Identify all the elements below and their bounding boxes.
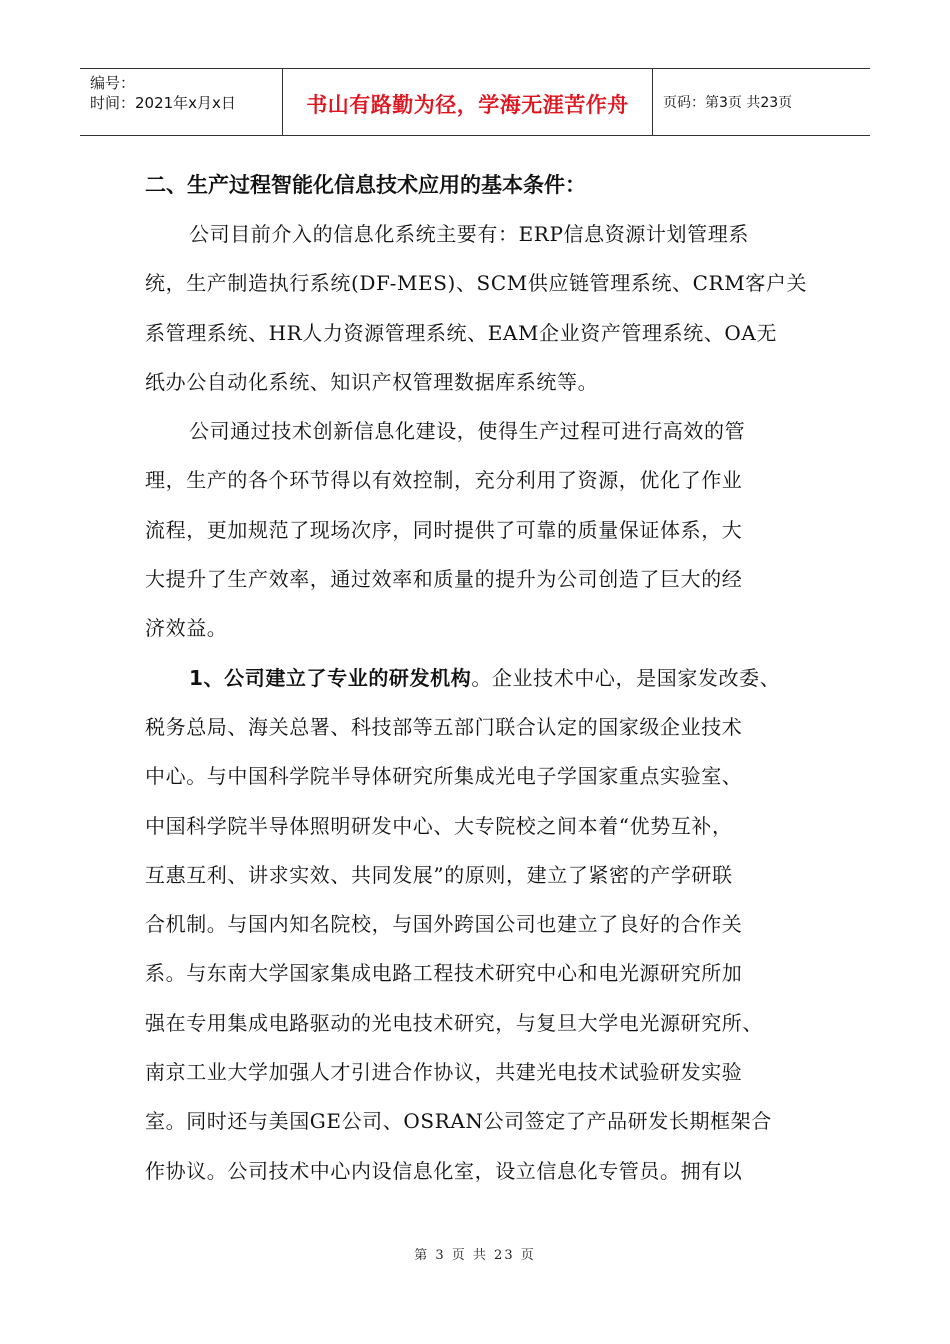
header-meta-cell: [80, 69, 283, 135]
paragraph-line: 系管理系统、HR人力资源管理系统、EAM企业资产管理系统、OA无: [145, 320, 778, 345]
document-body: [145, 160, 815, 1196]
paragraph-line: 流程，更加规范了现场次序，同时提供了可靠的质量保证体系，大: [145, 517, 743, 542]
paragraph-line: 大提升了生产效率，通过效率和质量的提升为公司创造了巨大的经: [145, 567, 743, 592]
paragraph-lead: 1、公司建立了专业的研发机构: [189, 665, 472, 690]
paragraph-line: 互惠互利、讲求实效、共同发展”的原则，建立了紧密的产学研联: [145, 862, 733, 887]
header-motto: 书山有路勤为径，学海无涯苦作舟: [306, 93, 629, 117]
paragraph-lead-rest: 。企业技术中心，是国家发改委、: [471, 665, 781, 690]
paragraph-line: 中国科学院半导体照明研发中心、大专院校之间本着“优势互补，: [145, 813, 733, 838]
paragraph-line: 理，生产的各个环节得以有效控制，充分利用了资源，优化了作业: [145, 468, 743, 493]
paragraph-innovation: [145, 407, 815, 653]
section-heading: 二、生产过程智能化信息技术应用的基本条件：: [145, 173, 586, 197]
paragraph-line: 税务总局、海关总署、科技部等五部门联合认定的国家级企业技术: [145, 714, 743, 739]
paragraph-line: 作协议。公司技术中心内设信息化室，设立信息化专管员。拥有以: [145, 1158, 743, 1183]
paragraph-line: 系。与东南大学国家集成电路工程技术研究中心和电光源研究所加: [145, 961, 743, 986]
paragraph-line: [145, 654, 815, 703]
document-time-label: 时间：2021年x月x日: [90, 94, 236, 112]
paragraph-line: 室。同时还与美国GE公司、OSRAN公司签定了产品研发长期框架合: [145, 1109, 772, 1134]
paragraph-line: 济效益。: [145, 616, 228, 641]
header-page-info: 页码：第3页 共23页: [663, 95, 793, 111]
paragraph-line: 统，生产制造执行系统(DF-MES)、SCM供应链管理系统、CRM客户关: [145, 271, 808, 296]
paragraph-line: 合机制。与国内知名院校，与国外跨国公司也建立了良好的合作关: [145, 912, 743, 937]
paragraph-line: 纸办公自动化系统、知识产权管理数据库系统等。: [145, 369, 599, 394]
page-footer: 第 3 页 共 23 页: [414, 1248, 536, 1263]
paragraph-line: 公司目前介入的信息化系统主要有：ERP信息资源计划管理系: [189, 222, 749, 246]
header-motto-cell: [283, 69, 653, 135]
paragraph-line: 中心。与中国科学院半导体研究所集成光电子学国家重点实验室、: [145, 764, 743, 789]
paragraph-line: 公司通过技术创新信息化建设，使得生产过程可进行高效的管: [189, 419, 746, 444]
header-table: [80, 68, 870, 136]
header-page-cell: [653, 69, 870, 135]
paragraph-line: 强在专用集成电路驱动的光电技术研究，与复旦大学电光源研究所、: [145, 1010, 763, 1035]
paragraph-systems: [145, 210, 815, 407]
paragraph-research-institution: [145, 654, 815, 1196]
paragraph-line: 南京工业大学加强人才引进合作协议，共建光电技术试验研发实验: [145, 1060, 743, 1085]
document-number-label: 编号：: [90, 74, 136, 92]
